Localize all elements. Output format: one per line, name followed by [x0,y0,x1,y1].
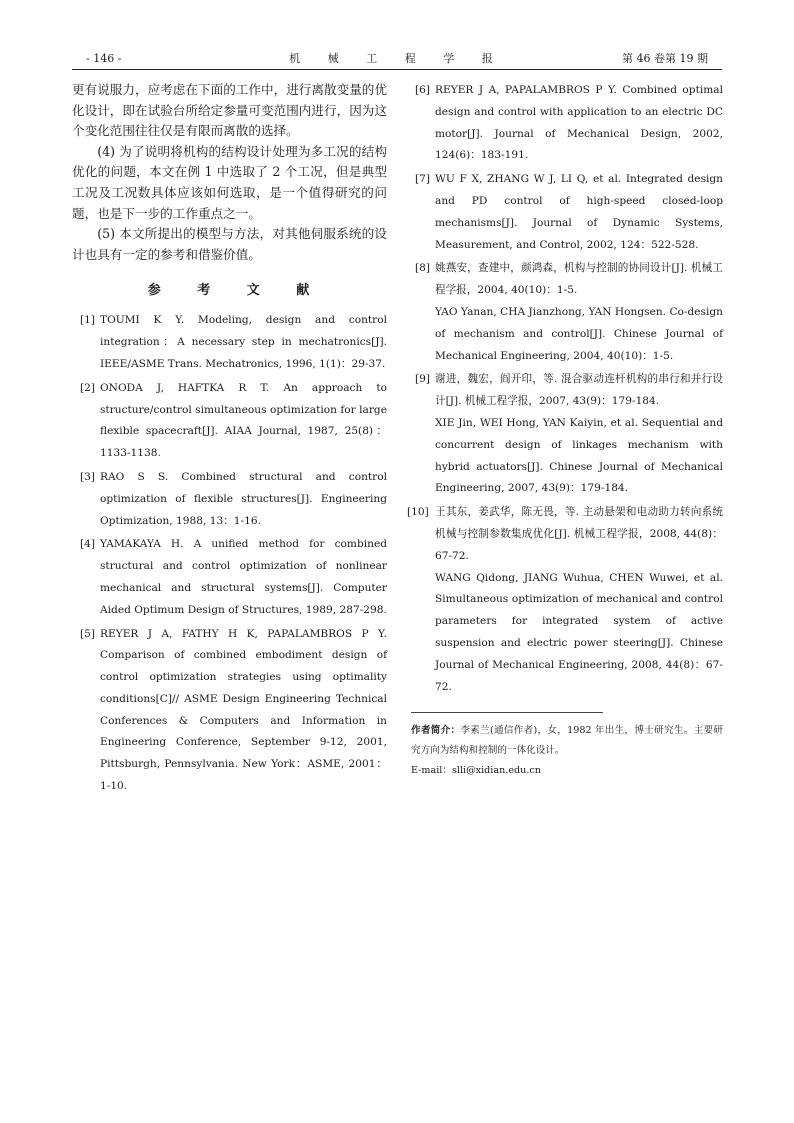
author-email: E-mail：slli@xidian.edu.cn [411,765,541,777]
reference-number: [9] [415,373,431,386]
body-paragraph: (5) 本文所提出的模型与方法，对其他伺服系统的设计也具有一定的参考和借鉴价值。 [72,226,387,262]
author-note-label: 作者简介： [411,725,461,737]
body-paragraph: (4) 为了说明将机构的结构设计处理为多工况的结构优化的问题，本文在例 1 中选取了 2 个工况，但是典型工况及工况数具体应该如何选取，是一个值得研究的问题，也是下一步的工作重点之一。 [72,143,387,221]
reference-item [72,310,387,375]
reference-item [407,258,723,367]
issue-info: 第 46 卷第 19 期 [622,52,708,65]
reference-text: 谢进，魏宏，阎开印，等. 混合驱动连杆机构的串行和并行设计[J]. 机械工程学报，2007, 43(9)：179-184. [435,373,723,408]
reference-text: YAMAKAYA H. A unified method for combined structural and control optimization of nonlinear mechanical and structural systems[J]. Computer Aided Optimum Design of Structures, 1989, 287-298. [100,538,387,616]
reference-number: [1] [80,314,96,327]
reference-number: [4] [80,538,96,551]
reference-text-english: YAO Yanan, CHA Jianzhong, YAN Hongsen. Co-design of mechanism and control[J]. Chinese Journal of Mechanical Engineering, 2004, 40(10)：1-5. [435,305,723,362]
reference-number: [6] [415,84,431,96]
reference-text: REYER J A, FATHY H K, PAPALAMBROS P Y. Comparison of combined embodiment design of control optimization strategies using optimality conditions[C]// ASME Design Engineering Technical Conferences & Computers and Information in Engineering Conference, September 9-12, 2001, Pittsburgh, Pennsylvania. New York：ASME, 2001：1-10. [100,627,387,793]
reference-text-english: WANG Qidong, JIANG Wuhua, CHEN Wuwei, et al. Simultaneous optimization of mechanical and control parameters for integrated system of active suspension and electric power steering[J]. Chinese Journal of Mechanical Engineering, 2008, 44(8)：67-72. [435,571,723,693]
reference-item [407,80,723,167]
reference-text: TOUMI K Y. Modeling, design and control integration：A necessary step in mechatronics[J]. IEEE/ASME Trans. Mechatronics, 1996, 1(1)：29-37. [100,314,387,370]
body-paragraph: 更有说服力，应考虑在下面的工作中，进行离散变量的优化设计，即在试验台所给定参量可变范围内进行，因为这个变化范围往往仅是有限而离散的选择。 [72,82,387,139]
reference-number: [10] [407,506,429,519]
right-column [407,80,723,781]
author-note [407,721,723,761]
reference-text: 王其东，姜武华，陈无畏，等. 主动悬架和电动助力转向系统机械与控制参数集成优化[J]. 机械工程学报，2008, 44(8)：67-72. [435,506,723,562]
running-header [72,50,722,68]
reference-number: [2] [80,381,96,394]
reference-item [72,534,387,621]
footnote-rule [411,712,603,713]
reference-text: REYER J A, PAPALAMBROS P Y. Combined optimal design and control with application to an electric DC motor[J]. Journal of Mechanical Design, 2002, 124(6)：183-191. [435,84,723,162]
reference-text-english: XIE Jin, WEI Hong, YAN Kaiyin, et al. Sequential and concurrent design of linkages mechanism with hybrid actuators[J]. Chinese Journal of Mechanical Engineering, 2007, 43(9)：179-184. [435,416,723,495]
reference-item [72,378,387,465]
reference-number: [7] [415,173,431,186]
references-title: 参 考 文 献 [147,283,326,299]
reference-number: [5] [80,627,96,640]
reference-number: [3] [80,470,96,483]
reference-number: [8] [415,262,431,275]
left-column [72,80,387,800]
page-number: - 146 - [86,52,122,65]
reference-item [407,169,723,256]
reference-text: RAO S S. Combined structural and control optimization of flexible structures[J]. Engineering Optimization, 1988, 13：1-16. [100,470,387,527]
journal-name: 机 械 工 程 学 报 [289,52,505,65]
reference-text: 姚燕安，查建中，颜鸿森，机构与控制的协同设计[J]. 机械工程学报，2004, 40(10)：1-5. [435,262,723,297]
author-note-text: 李素兰(通信作者)，女，1982 年出生，博士研究生。主要研究方向为结构和控制的一体化设计。 [411,725,723,757]
reference-item [72,624,387,798]
header-rule [72,69,722,70]
reference-item [407,369,723,500]
reference-item [72,467,387,532]
reference-text: ONODA J, HAFTKA R T. An approach to structure/control simultaneous optimization for large flexible spacecraft[J]. AIAA Journal, 1987, 25(8)：1133-1138. [100,381,387,460]
reference-text: WU F X, ZHANG W J, LI Q, et al. Integrated design and PD control of high-speed closed-loop mechanisms[J]. Journal of Dynamic Systems, Measurement, and Control, 2002, 124：522-528. [435,173,723,251]
reference-item [407,502,723,698]
